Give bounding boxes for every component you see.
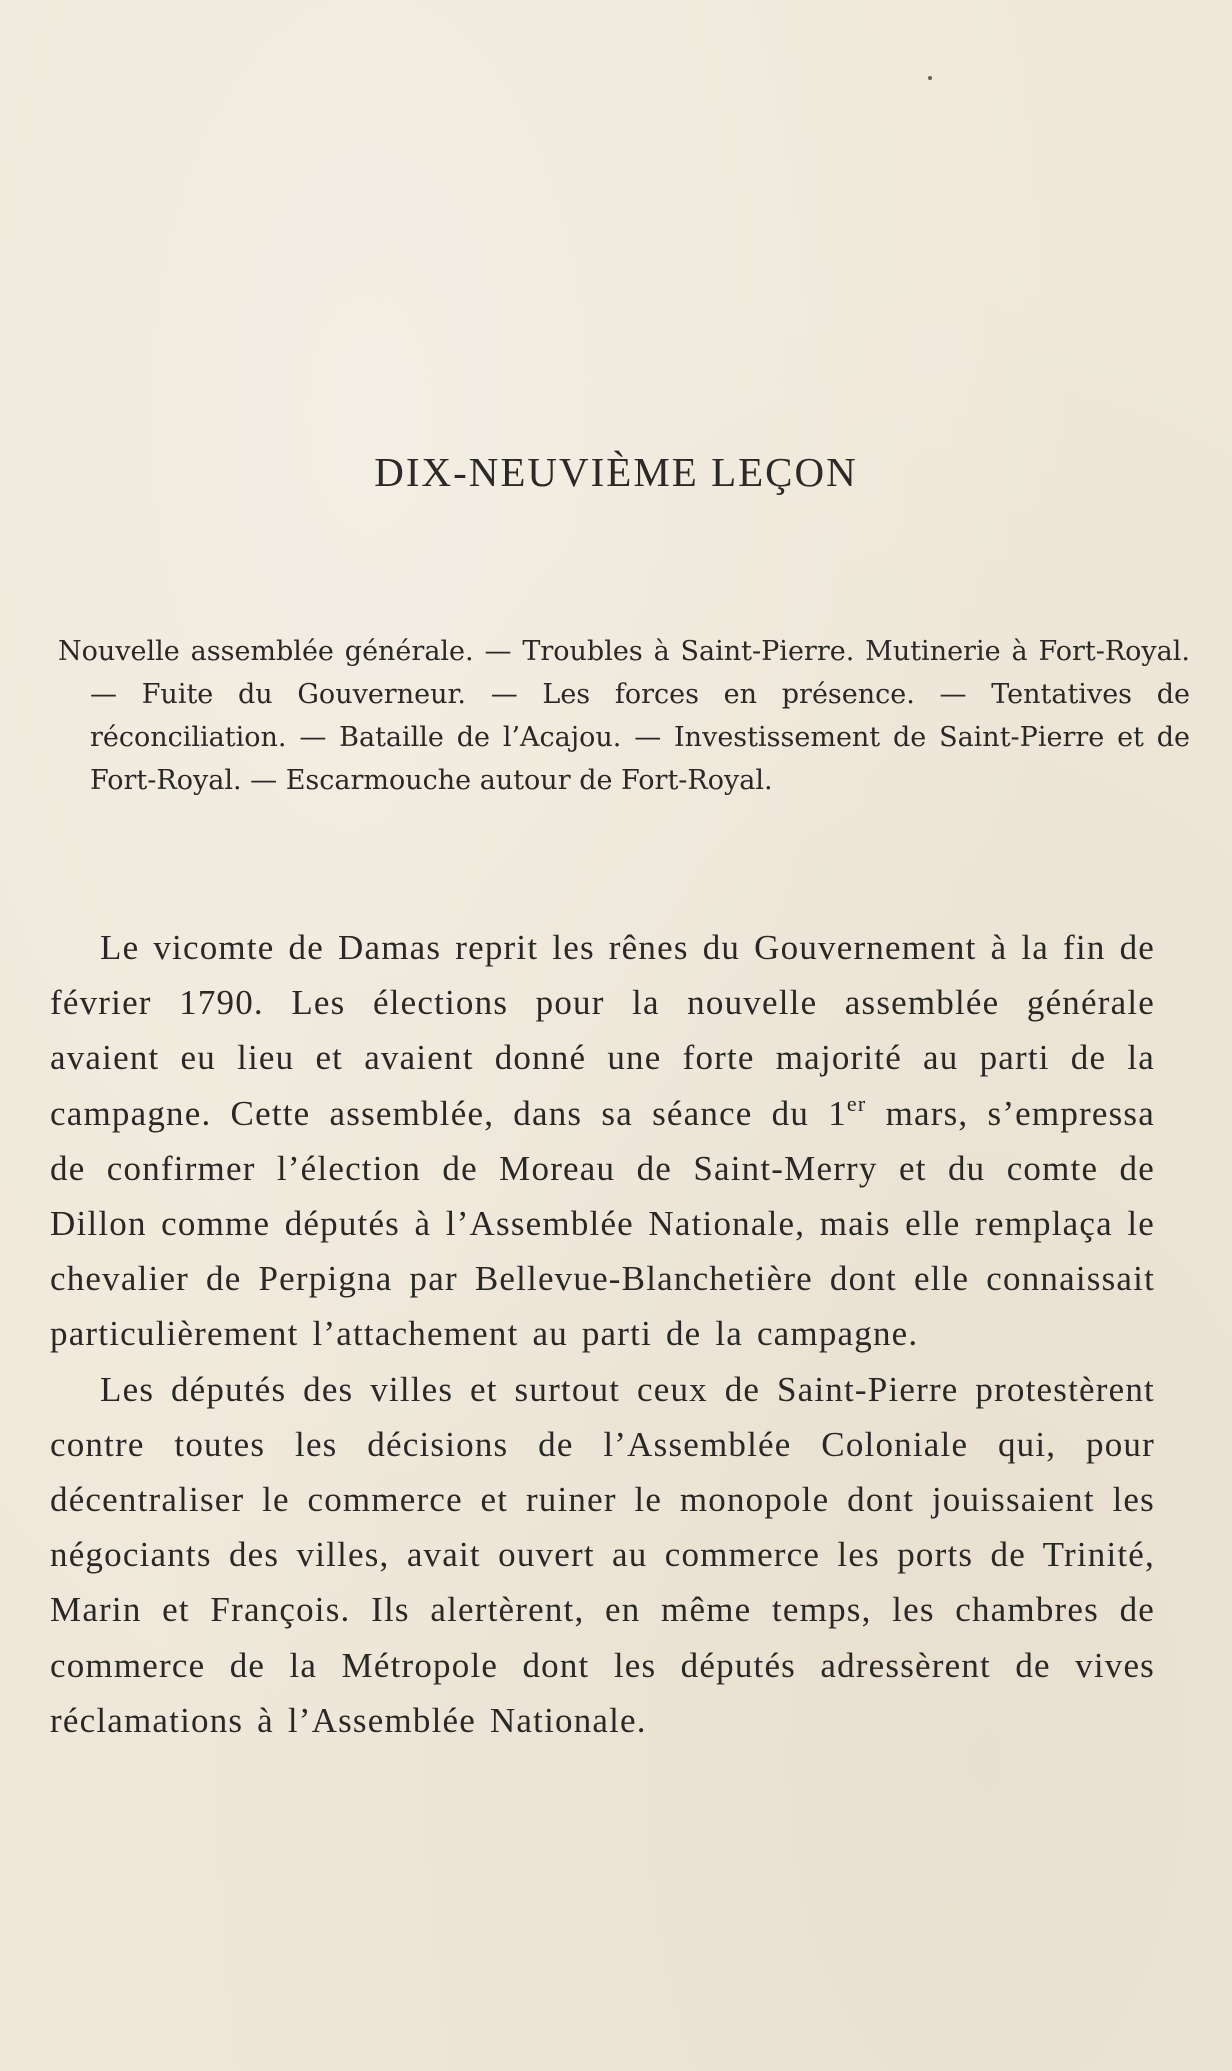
paragraph-1-text-b: mars, s’empressa de confirmer l’élection de Moreau de Saint-Merry et du comte de Dillon comme députés à l’Assemblée Nationale, mais elle remplaça le chevalier de Perpigna par Bellevue-Blanchetière dont elle connaissait particulièrement l’attachement au parti de la campagne. — [50, 1093, 1155, 1354]
ordinal-superscript: er — [846, 1090, 867, 1116]
chapter-body — [50, 920, 1155, 1748]
paper-speck — [928, 76, 932, 80]
paragraph-1 — [50, 920, 1155, 1362]
chapter-title: DIX-NEUVIÈME LEÇON — [374, 449, 858, 495]
paragraph-2: Les députés des villes et surtout ceux de Saint-Pierre protestèrent contre toutes les décisions de l’Assemblée Coloniale qui, pour décentraliser le commerce et ruiner le monopole dont jouissaient les négociants des villes, avait ouvert au commerce les ports de Trinité, Marin et François. Ils alertèrent, en même temps, les chambres de commerce de la Métropole dont les députés adressèrent de vives réclamations à l’Assemblée Nationale. — [50, 1369, 1155, 1740]
paragraph-1-text-a: Le vicomte de Damas reprit les rênes du Gouvernement à la fin de février 1790. Les élections pour la nouvelle assemblée générale avaient eu lieu et avaient donné une forte majorité au parti de la campagne. Cette assemblée, dans sa séance du 1 — [50, 928, 1155, 1133]
chapter-summary: Nouvelle assemblée générale. — Troubles à Saint-Pierre. Mutinerie à Fort-Royal. — Fuite du Gouverneur. — Les forces en présence. — Tentatives de réconciliation. — Bataille de l’Acajou. — Investissement de Saint-Pierre et de Fort-Royal. — Escarmouche autour de Fort-Royal. — [58, 636, 1190, 796]
